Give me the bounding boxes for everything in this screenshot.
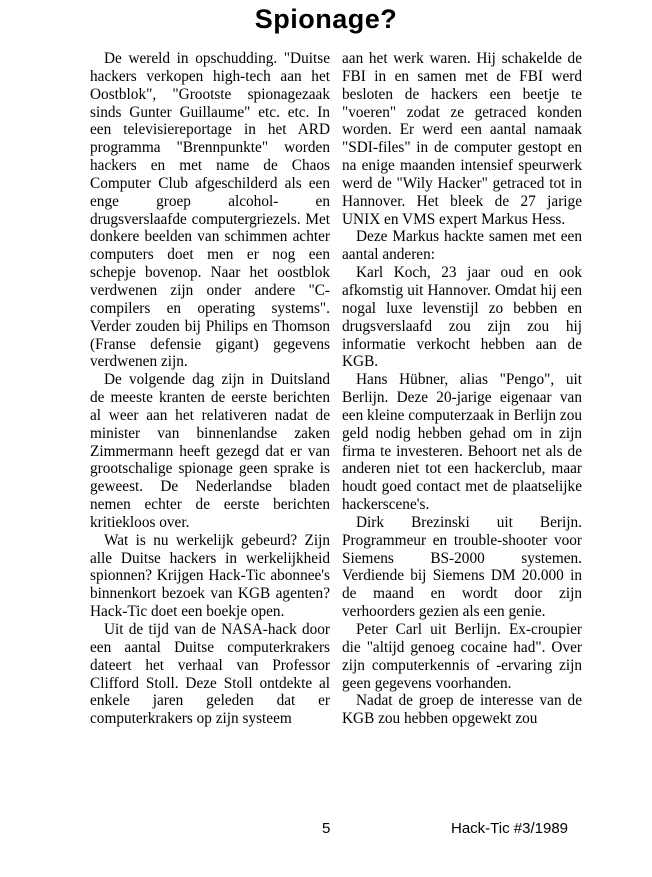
paragraph: De wereld in opschudding. "Duitse hackers verkopen high-tech aan het Oostblok", "Grootste spionagezaak sinds Gunter Guillaume" etc. etc. In een televisiereportage in het ARD programma "Brennpunkte" worden hackers en met name de Chaos Computer Club afgeschilderd als een enge groep alcohol- en drugsverslaafde computergriezels. Met donkere beelden van schimmen achter computers doet men er nog een schepje bovenop. Naar het oostblok verdwenen zijn onder andere "C-compilers en operating systems". Verder zouden bij Philips en Thomson (Franse defensie gigant) gegevens verdwenen zijn. [90, 50, 330, 371]
paragraph-continued: aan het werk waren. Hij schakelde de FBI in en samen met de FBI werd besloten de hackers een beetje te "voeren" zodat ze getraced konden worden. Er werd een aantal namaak "SDI-files" in de computer gestopt en na enige maanden intensief speurwerk werd de "Wily Hacker" getraced tot in Hannover. Het bleek de 27 jarige UNIX en VMS expert Markus Hess. [342, 50, 582, 228]
article-column-left [90, 50, 330, 728]
paragraph: Hans Hübner, alias "Pengo", uit Berlijn. Deze 20-jarige eigenaar van een kleine computerzaak in Berlijn zou geld nodig hebben gehad om in zijn firma te investeren. Behoort net als de anderen niet tot een hackerclub, maar houdt goed contact met de plaatselijke hackerscene's. [342, 371, 582, 514]
paragraph: De volgende dag zijn in Duitsland de meeste kranten de eerste berichten al weer aan het relativeren nadat de minister van binnenlandse zaken Zimmermann heeft gezegd dat er van grootschalige spionage geen sprake is geweest. De Nederlandse bladen nemen echter de eerste berichten kritiekloos over. [90, 371, 330, 531]
page-number: 5 [322, 820, 331, 837]
magazine-issue: Hack-Tic #3/1989 [451, 820, 568, 837]
paragraph: Wat is nu werkelijk gebeurd? Zijn alle Duitse hackers in werkelijkheid spionnen? Krijgen Hack-Tic abonnee's binnenkort bezoek van KGB agenten? Hack-Tic doet een boekje open. [90, 531, 330, 621]
paragraph: Uit de tijd van de NASA-hack door een aantal Duitse computerkrakers dateert het verhaal van Professor Clifford Stoll. Deze Stoll ontdekte al enkele jaren geleden dat er computerkrakers op zijn systeem [90, 621, 330, 728]
paragraph: Karl Koch, 23 jaar oud en ook afkomstig uit Hannover. Omdat hij een nogal luxe levenstijl zo bebben en drugsverslaafd zou zijn zou hij informatie verkocht hebben aan de KGB. [342, 264, 582, 371]
paragraph: Peter Carl uit Berlijn. Ex-croupier die "altijd genoeg cocaine had". Over zijn computerkennis of -ervaring zijn geen gegevens voorhanden. [342, 621, 582, 692]
paragraph: Deze Markus hackte samen met een aantal anderen: [342, 228, 582, 264]
paragraph: Dirk Brezinski uit Berijn. Programmeur en trouble-shooter voor Siemens BS-2000 systemen. Verdiende bij Siemens DM 20.000 in de maand en wordt door zijn verhoorders gezien als een genie. [342, 513, 582, 621]
paragraph: Nadat de groep de interesse van de KGB zou hebben opgewekt zou [342, 692, 582, 728]
article-column-right [342, 50, 582, 728]
page-title: Spionage? [254, 4, 398, 34]
